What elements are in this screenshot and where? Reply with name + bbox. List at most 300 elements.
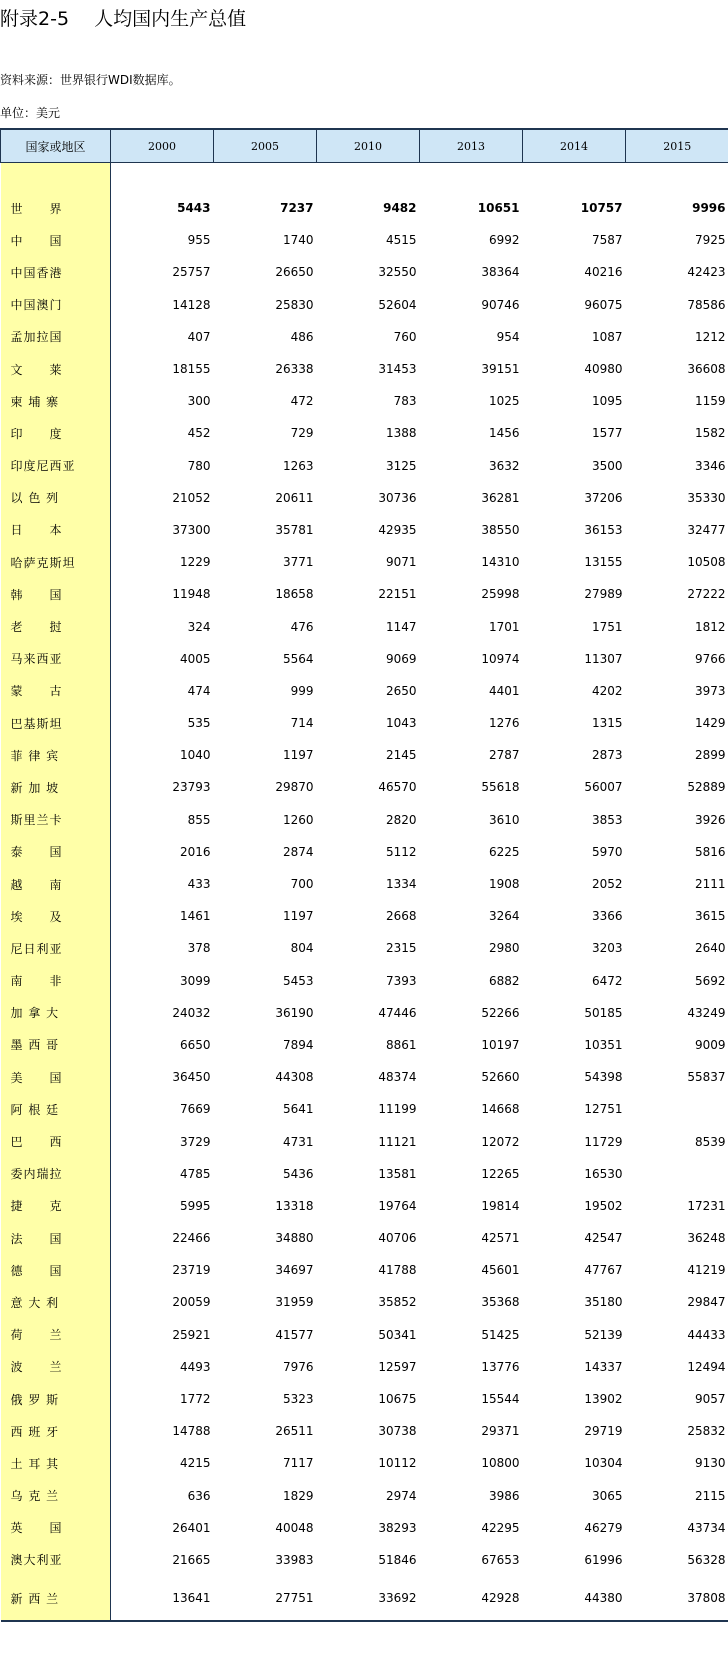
country-name-cell: 菲 律 宾 — [1, 739, 111, 771]
value-cell: 34880 — [275, 1231, 314, 1246]
value-cell: 25830 — [275, 297, 314, 312]
value-cell: 3729 — [179, 1134, 211, 1149]
value-cell: 90746 — [481, 297, 520, 312]
value-cell: 729 — [290, 426, 314, 441]
value-cell: 1197 — [282, 748, 314, 763]
value-cell: 26338 — [275, 362, 314, 377]
value-cell: 29719 — [584, 1424, 623, 1439]
value-cell: 1260 — [282, 812, 314, 827]
value-cell: 26401 — [172, 1520, 211, 1535]
value-cell: 2115 — [694, 1488, 726, 1503]
value-cell: 22466 — [172, 1231, 211, 1246]
table-row — [1, 321, 728, 353]
value-cell: 13902 — [584, 1392, 623, 1407]
value-cell: 3346 — [694, 458, 726, 473]
table-row — [1, 1447, 728, 1479]
value-cell: 39151 — [481, 362, 520, 377]
country-name-cell: 以 色 列 — [1, 482, 111, 514]
table-header — [1, 129, 728, 163]
country-name-cell: 乌 克 兰 — [1, 1480, 111, 1512]
value-cell: 1461 — [179, 909, 211, 924]
value-cell: 7237 — [280, 201, 314, 216]
country-name-cell: 南 非 — [1, 965, 111, 997]
table-row — [1, 353, 728, 385]
value-cell: 11307 — [584, 651, 623, 666]
value-cell: 50341 — [378, 1327, 417, 1342]
value-cell: 855 — [187, 812, 211, 827]
value-cell: 44433 — [687, 1327, 726, 1342]
value-cell: 35368 — [481, 1295, 520, 1310]
value-cell: 29371 — [481, 1424, 520, 1439]
country-name-cell: 印 度 — [1, 417, 111, 449]
value-cell: 5995 — [179, 1198, 211, 1213]
value-cell: 378 — [187, 941, 211, 956]
value-cell: 41577 — [275, 1327, 314, 1342]
value-cell: 2873 — [591, 748, 623, 763]
value-cell: 3986 — [488, 1488, 520, 1503]
value-cell: 3203 — [591, 941, 623, 956]
country-name-cell: 印度尼西亚 — [1, 450, 111, 482]
country-name-cell: 韩 国 — [1, 578, 111, 610]
value-cell: 11199 — [378, 1102, 417, 1117]
column-header-year: 2005 — [214, 129, 317, 163]
value-cell: 43734 — [687, 1520, 726, 1535]
value-cell: 6472 — [591, 973, 623, 988]
unit-note: 单位：美元 — [0, 106, 61, 120]
value-cell: 10197 — [481, 1037, 520, 1052]
spacer-cell — [317, 163, 420, 193]
value-cell: 13318 — [275, 1198, 314, 1213]
spacer-cell — [214, 163, 317, 193]
value-cell: 10112 — [378, 1456, 417, 1471]
value-cell: 1388 — [385, 426, 417, 441]
spacer-cell — [111, 163, 214, 193]
country-name-cell: 蒙 古 — [1, 675, 111, 707]
value-cell: 714 — [290, 716, 314, 731]
value-cell: 44380 — [523, 1576, 626, 1621]
value-cell: 37808 — [626, 1576, 728, 1621]
value-cell: 46570 — [378, 780, 417, 795]
country-name-cell: 意 大 利 — [1, 1286, 111, 1318]
value-cell: 47446 — [378, 1005, 417, 1020]
header-row — [1, 129, 728, 163]
country-name-cell: 埃 及 — [1, 900, 111, 932]
value-cell: 10651 — [477, 201, 520, 216]
spacer-row — [1, 163, 728, 193]
table-row — [1, 1351, 728, 1383]
value-cell: 1315 — [591, 716, 623, 731]
country-name-cell: 荷 兰 — [1, 1319, 111, 1351]
value-cell: 25757 — [172, 265, 211, 280]
value-cell: 10508 — [687, 555, 726, 570]
value-cell: 23793 — [172, 780, 211, 795]
value-cell: 3099 — [179, 973, 211, 988]
value-cell: 55837 — [687, 1070, 726, 1085]
value-cell: 2974 — [385, 1488, 417, 1503]
value-cell: 1429 — [694, 716, 726, 731]
value-cell: 2016 — [179, 844, 211, 859]
value-cell: 20611 — [275, 490, 314, 505]
value-cell: 40706 — [378, 1231, 417, 1246]
value-cell: 4731 — [282, 1134, 314, 1149]
country-name-cell: 澳大利亚 — [1, 1544, 111, 1576]
country-name-cell: 柬 埔 寨 — [1, 385, 111, 417]
value-cell: 476 — [290, 619, 314, 634]
table-row — [1, 804, 728, 836]
data-source-note: 资料来源：世界银行WDI数据库。 — [0, 73, 181, 87]
value-cell: 8861 — [385, 1037, 417, 1052]
value-cell: 33983 — [275, 1552, 314, 1567]
value-cell: 12072 — [481, 1134, 520, 1149]
value-cell: 27989 — [584, 587, 623, 602]
value-cell: 23719 — [172, 1263, 211, 1278]
value-cell: 10974 — [481, 651, 520, 666]
table-row — [1, 997, 728, 1029]
table-row — [1, 771, 728, 803]
value-cell: 52604 — [378, 297, 417, 312]
value-cell: 3973 — [694, 683, 726, 698]
value-cell: 41219 — [687, 1263, 726, 1278]
value-cell: 1577 — [591, 426, 623, 441]
value-cell: 36248 — [687, 1231, 726, 1246]
value-cell: 4005 — [179, 651, 211, 666]
value-cell: 46279 — [584, 1520, 623, 1535]
value-cell: 9057 — [694, 1392, 726, 1407]
value-cell: 6992 — [488, 233, 520, 248]
value-cell: 5436 — [282, 1166, 314, 1181]
value-cell: 31453 — [378, 362, 417, 377]
value-cell: 14788 — [172, 1424, 211, 1439]
value-cell: 61996 — [584, 1552, 623, 1567]
value-cell: 5970 — [591, 844, 623, 859]
value-cell: 6225 — [488, 844, 520, 859]
value-cell: 42935 — [378, 522, 417, 537]
country-name-cell: 老 挝 — [1, 610, 111, 642]
country-name-cell: 委内瑞拉 — [1, 1158, 111, 1190]
table-row — [1, 450, 728, 482]
value-cell: 955 — [187, 233, 211, 248]
country-name-cell: 斯里兰卡 — [1, 804, 111, 836]
value-cell: 1740 — [282, 233, 314, 248]
value-cell: 42571 — [481, 1231, 520, 1246]
value-cell: 3615 — [694, 909, 726, 924]
value-cell: 4202 — [591, 683, 623, 698]
country-name-cell: 德 国 — [1, 1254, 111, 1286]
value-cell: 7925 — [694, 233, 726, 248]
value-cell: 1263 — [282, 458, 314, 473]
value-cell: 7976 — [282, 1359, 314, 1374]
table-row — [1, 1029, 728, 1061]
value-cell: 18658 — [275, 587, 314, 602]
value-cell: 452 — [187, 426, 211, 441]
country-name-cell: 捷 克 — [1, 1190, 111, 1222]
value-cell: 14128 — [172, 297, 211, 312]
country-name-cell: 波 兰 — [1, 1351, 111, 1383]
value-cell: 55618 — [481, 780, 520, 795]
value-cell: 19764 — [378, 1198, 417, 1213]
value-cell: 10757 — [580, 201, 623, 216]
country-name-cell: 墨 西 哥 — [1, 1029, 111, 1061]
value-cell: 20059 — [172, 1295, 211, 1310]
value-cell: 12265 — [481, 1166, 520, 1181]
value-cell: 2145 — [385, 748, 417, 763]
value-cell: 29847 — [687, 1295, 726, 1310]
value-cell: 36608 — [687, 362, 726, 377]
value-cell: 29870 — [275, 780, 314, 795]
table-row — [1, 1093, 728, 1125]
value-cell: 35330 — [687, 490, 726, 505]
country-name-cell: 巴 西 — [1, 1125, 111, 1157]
value-cell: 1212 — [694, 329, 726, 344]
value-cell: 486 — [290, 329, 314, 344]
value-cell: 17231 — [687, 1198, 726, 1213]
table-row — [1, 1254, 728, 1286]
country-name-cell: 哈萨克斯坦 — [1, 546, 111, 578]
value-cell: 38550 — [481, 522, 520, 537]
value-cell: 1043 — [385, 716, 417, 731]
spacer-cell — [1, 163, 111, 193]
value-cell: 7894 — [282, 1037, 314, 1052]
country-name-cell: 泰 国 — [1, 836, 111, 868]
table-row — [1, 514, 728, 546]
table-row — [1, 1512, 728, 1544]
value-cell: 44308 — [275, 1070, 314, 1085]
value-cell: 2787 — [488, 748, 520, 763]
value-cell: 15544 — [481, 1392, 520, 1407]
value-cell: 12597 — [378, 1359, 417, 1374]
value-cell: 96075 — [584, 297, 623, 312]
country-name-cell: 加 拿 大 — [1, 997, 111, 1029]
value-cell: 783 — [393, 394, 417, 409]
value-cell: 10351 — [584, 1037, 623, 1052]
value-cell: 7117 — [282, 1456, 314, 1471]
table-row — [1, 1286, 728, 1318]
table-row — [1, 1158, 728, 1190]
table-row — [1, 1544, 728, 1576]
value-cell: 40216 — [584, 265, 623, 280]
country-name-cell: 巴基斯坦 — [1, 707, 111, 739]
value-cell: 43249 — [687, 1005, 726, 1020]
value-cell: 3065 — [591, 1488, 623, 1503]
table-row — [1, 289, 728, 321]
value-cell: 24032 — [172, 1005, 211, 1020]
value-cell: 1582 — [694, 426, 726, 441]
value-cell: 2874 — [282, 844, 314, 859]
value-cell: 56328 — [687, 1552, 726, 1567]
value-cell: 7587 — [591, 233, 623, 248]
column-header-year: 2013 — [420, 129, 523, 163]
value-cell: 5564 — [282, 651, 314, 666]
value-cell: 16530 — [584, 1166, 623, 1181]
value-cell: 5323 — [282, 1392, 314, 1407]
table-row — [1, 1383, 728, 1415]
table-row — [1, 932, 728, 964]
value-cell: 1829 — [282, 1488, 314, 1503]
value-cell: 3264 — [488, 909, 520, 924]
value-cell: 54398 — [584, 1070, 623, 1085]
table-row — [1, 1480, 728, 1512]
country-name-cell: 中国香港 — [1, 256, 111, 288]
value-cell: 32477 — [687, 522, 726, 537]
value-cell: 37300 — [172, 522, 211, 537]
table-row — [1, 482, 728, 514]
column-header-year: 2000 — [111, 129, 214, 163]
country-name-cell: 马来西亚 — [1, 643, 111, 675]
value-cell: 2111 — [694, 877, 726, 892]
spacer-cell — [420, 163, 523, 193]
value-cell: 41788 — [378, 1263, 417, 1278]
value-cell: 21665 — [172, 1552, 211, 1567]
table-row — [1, 675, 728, 707]
column-header-year: 2015 — [626, 129, 728, 163]
spacer-cell — [523, 163, 626, 193]
value-cell: 780 — [187, 458, 211, 473]
value-cell: 14310 — [481, 555, 520, 570]
value-cell: 56007 — [584, 780, 623, 795]
value-cell: 9130 — [694, 1456, 726, 1471]
country-name-cell: 尼日利亚 — [1, 932, 111, 964]
value-cell: 4493 — [179, 1359, 211, 1374]
value-cell: 31959 — [275, 1295, 314, 1310]
value-cell: 1334 — [385, 877, 417, 892]
value-cell: 5453 — [282, 973, 314, 988]
table-row — [1, 739, 728, 771]
value-cell: 1087 — [591, 329, 623, 344]
value-cell: 5816 — [694, 844, 726, 859]
value-cell: 32550 — [378, 265, 417, 280]
value-cell: 474 — [187, 683, 211, 698]
value-cell: 40048 — [275, 1520, 314, 1535]
value-cell: 2820 — [385, 812, 417, 827]
country-name-cell: 俄 罗 斯 — [1, 1383, 111, 1415]
value-cell: 38364 — [481, 265, 520, 280]
value-cell: 1701 — [488, 619, 520, 634]
table-row — [1, 1125, 728, 1157]
value-cell: 3632 — [488, 458, 520, 473]
value-cell: 13155 — [584, 555, 623, 570]
value-cell: 45601 — [481, 1263, 520, 1278]
value-cell: 27222 — [687, 587, 726, 602]
value-cell: 42423 — [687, 265, 726, 280]
table-row — [1, 578, 728, 610]
country-name-cell: 中 国 — [1, 224, 111, 256]
country-name-cell: 日 本 — [1, 514, 111, 546]
country-name-cell: 阿 根 廷 — [1, 1093, 111, 1125]
value-cell: 3926 — [694, 812, 726, 827]
value-cell: 3125 — [385, 458, 417, 473]
value-cell: 4515 — [385, 233, 417, 248]
value-cell: 535 — [187, 716, 211, 731]
column-header-year: 2014 — [523, 129, 626, 163]
value-cell: 3500 — [591, 458, 623, 473]
table-row — [1, 224, 728, 256]
spacer-cell — [626, 163, 728, 193]
value-cell: 13581 — [378, 1166, 417, 1181]
page-title: 附录2-5 人均国内生产总值 — [0, 8, 247, 30]
value-cell: 52889 — [687, 780, 726, 795]
value-cell: 10675 — [378, 1392, 417, 1407]
table-row — [1, 385, 728, 417]
value-cell: 26511 — [275, 1424, 314, 1439]
table-row — [1, 707, 728, 739]
value-cell: 1147 — [385, 619, 417, 634]
value-cell: 1812 — [694, 619, 726, 634]
value-cell: 2980 — [488, 941, 520, 956]
value-cell: 36153 — [584, 522, 623, 537]
value-cell: 7393 — [385, 973, 417, 988]
value-cell: 636 — [187, 1488, 211, 1503]
value-cell: 5443 — [177, 201, 211, 216]
country-name-cell: 世 界 — [1, 192, 111, 224]
value-cell: 10304 — [584, 1456, 623, 1471]
value-cell: 78586 — [687, 297, 726, 312]
table-row — [1, 417, 728, 449]
value-cell: 1772 — [179, 1392, 211, 1407]
table-row — [1, 836, 728, 868]
value-cell: 36190 — [275, 1005, 314, 1020]
table-row — [1, 256, 728, 288]
table-row — [1, 868, 728, 900]
value-cell: 36281 — [481, 490, 520, 505]
value-cell: 8539 — [694, 1134, 726, 1149]
value-cell: 12494 — [687, 1359, 726, 1374]
gdp-per-capita-table — [0, 128, 728, 1622]
value-cell: 52139 — [584, 1327, 623, 1342]
table-row — [1, 900, 728, 932]
value-cell: 6882 — [488, 973, 520, 988]
value-cell: 9009 — [694, 1037, 726, 1052]
table-row — [1, 610, 728, 642]
value-cell: 50185 — [584, 1005, 623, 1020]
value-cell: 19502 — [584, 1198, 623, 1213]
value-cell: 9071 — [385, 555, 417, 570]
value-cell: 1025 — [488, 394, 520, 409]
value-cell: 52266 — [481, 1005, 520, 1020]
value-cell: 1197 — [282, 909, 314, 924]
country-name-cell: 中国澳门 — [1, 289, 111, 321]
value-cell: 13776 — [481, 1359, 520, 1374]
value-cell: 19814 — [481, 1198, 520, 1213]
country-name-cell: 文 莱 — [1, 353, 111, 385]
value-cell: 2650 — [385, 683, 417, 698]
value-cell: 1159 — [694, 394, 726, 409]
value-cell: 3610 — [488, 812, 520, 827]
value-cell: 300 — [187, 394, 211, 409]
value-cell: 52660 — [481, 1070, 520, 1085]
value-cell: 25921 — [172, 1327, 211, 1342]
value-cell: 3853 — [591, 812, 623, 827]
value-cell: 1095 — [591, 394, 623, 409]
value-cell: 4215 — [179, 1456, 211, 1471]
value-cell: 9482 — [383, 201, 417, 216]
value-cell — [626, 1158, 728, 1190]
value-cell: 11121 — [378, 1134, 417, 1149]
value-cell: 6650 — [179, 1037, 211, 1052]
value-cell: 2668 — [385, 909, 417, 924]
value-cell: 14337 — [584, 1359, 623, 1374]
table-row — [1, 643, 728, 675]
value-cell: 2052 — [591, 877, 623, 892]
value-cell: 5112 — [385, 844, 417, 859]
value-cell: 324 — [187, 619, 211, 634]
value-cell — [626, 1093, 728, 1125]
table-body — [1, 163, 728, 1622]
value-cell: 42547 — [584, 1231, 623, 1246]
value-cell: 30738 — [378, 1424, 417, 1439]
value-cell: 9766 — [694, 651, 726, 666]
country-name-cell: 新 加 坡 — [1, 771, 111, 803]
country-name-cell: 孟加拉国 — [1, 321, 111, 353]
